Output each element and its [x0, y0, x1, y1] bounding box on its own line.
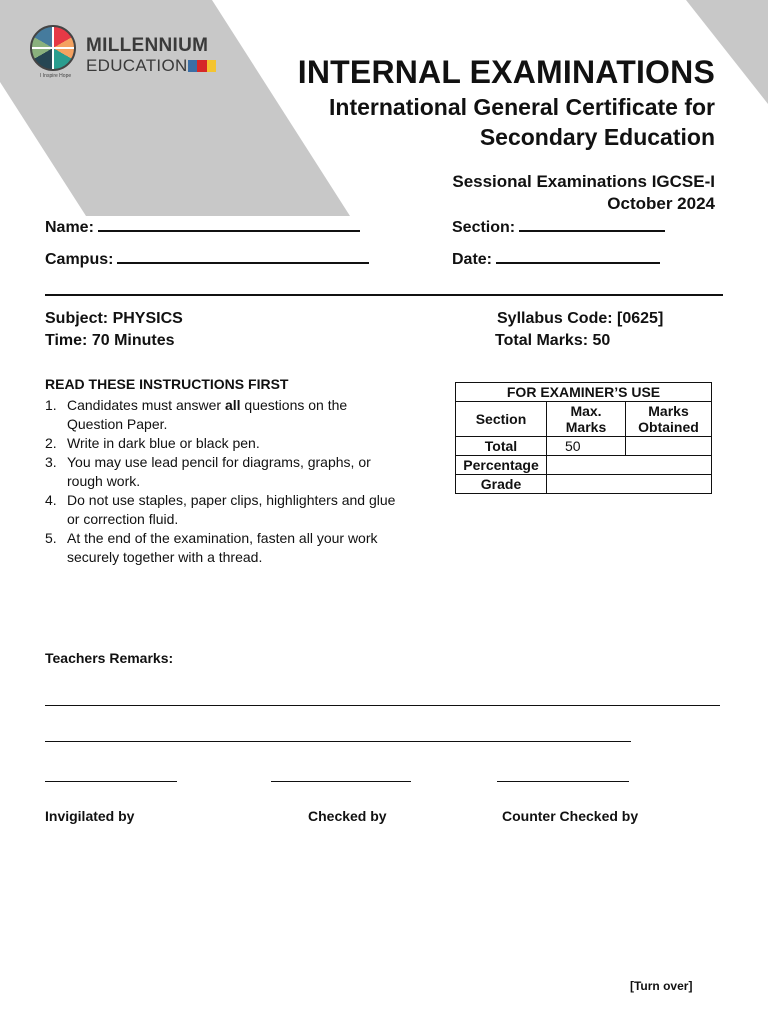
logo-name: MILLENNIUM [86, 35, 209, 56]
counter-checked-signature-line[interactable] [497, 781, 629, 782]
instruction-text: Candidates must answer [67, 397, 225, 413]
instruction-number: 5. [45, 530, 57, 546]
table-row [456, 456, 712, 475]
logo-bar-2 [197, 60, 206, 72]
campus-field [45, 250, 369, 269]
examiner-table [455, 382, 712, 494]
subtitle-line-1: International General Certificate for [329, 94, 715, 120]
session-info [395, 171, 715, 215]
instruction-text: You may use lead pencil for diagrams, graphs, or rough work. [67, 454, 371, 489]
total-obtained[interactable] [626, 437, 712, 456]
examiner-table-title: FOR EXAMINER’S USE [456, 383, 712, 402]
instruction-item [45, 529, 405, 567]
page-subtitle [295, 92, 715, 152]
table-row [456, 402, 712, 437]
campus-label: Campus: [45, 251, 114, 268]
date-line[interactable] [496, 250, 660, 264]
turn-over-note: [Turn over] [630, 979, 693, 993]
logo-tagline: I Inspire Hope [40, 73, 72, 79]
time-text: Time: 70 Minutes [45, 332, 175, 349]
instruction-number: 4. [45, 492, 57, 508]
date-field [452, 250, 660, 269]
checked-by-label: Checked by [308, 808, 387, 824]
instruction-item [45, 434, 405, 453]
section-field [452, 218, 665, 237]
syllabus-code-text: Syllabus Code: [0625] [497, 310, 664, 327]
grade-value[interactable] [547, 475, 712, 494]
total-max: 50 [547, 437, 626, 456]
invigilated-signature-line[interactable] [45, 781, 177, 782]
instruction-number: 3. [45, 454, 57, 470]
percentage-label: Percentage [456, 456, 547, 475]
teachers-remarks-title: Teachers Remarks: [45, 650, 174, 666]
total-marks-text: Total Marks: 50 [495, 332, 611, 349]
instruction-text: At the end of the examination, fasten all your work securely together with a thread. [67, 530, 378, 565]
table-row [456, 383, 712, 402]
millennium-logo [30, 25, 230, 81]
table-row [456, 437, 712, 456]
instruction-text: Write in dark blue or black pen. [67, 435, 260, 451]
table-row [456, 475, 712, 494]
date-label: Date: [452, 251, 493, 268]
logo-color-bars [188, 60, 216, 72]
instruction-item [45, 453, 405, 491]
session-line-2: October 2024 [607, 194, 715, 213]
globe-logo-icon [30, 25, 76, 71]
section-line[interactable] [519, 218, 665, 232]
percentage-value[interactable] [547, 456, 712, 475]
instruction-item [45, 491, 405, 529]
section-label: Section: [452, 219, 516, 236]
header-marks-obtained: Marks Obtained [626, 402, 712, 437]
subject-text: Subject: PHYSICS [45, 310, 183, 327]
counter-checked-by-label: Counter Checked by [502, 808, 639, 824]
subtitle-line-2: Secondary Education [479, 124, 715, 150]
name-field [45, 218, 360, 237]
instruction-number: 1. [45, 397, 57, 413]
logo-sub: EDUCATION [86, 56, 188, 75]
page-title: INTERNAL EXAMINATIONS [297, 54, 715, 90]
total-label: Total [456, 437, 547, 456]
header-section: Section [456, 402, 547, 437]
remarks-line-1[interactable] [45, 705, 720, 706]
campus-line[interactable] [117, 250, 369, 264]
logo-bar-3 [207, 60, 216, 72]
name-line[interactable] [98, 218, 360, 232]
header-divider [45, 294, 723, 296]
session-line-1: Sessional Examinations IGCSE-I [452, 172, 715, 191]
instruction-number: 2. [45, 435, 57, 451]
instructions-title: READ THESE INSTRUCTIONS FIRST [45, 376, 289, 392]
invigilated-by-label: Invigilated by [45, 808, 135, 824]
checked-signature-line[interactable] [271, 781, 411, 782]
instructions-list [45, 396, 405, 567]
instruction-text: Do not use staples, paper clips, highlighters and glue or correction fluid. [67, 492, 396, 527]
name-label: Name: [45, 219, 94, 236]
grade-label: Grade [456, 475, 547, 494]
remarks-line-2[interactable] [45, 741, 631, 742]
instruction-item [45, 396, 405, 434]
header-max-marks: Max. Marks [547, 402, 626, 437]
logo-bar-1 [188, 60, 197, 72]
instruction-text-end: questions on the Question Paper. [67, 397, 348, 432]
instruction-bold: all [224, 397, 241, 413]
